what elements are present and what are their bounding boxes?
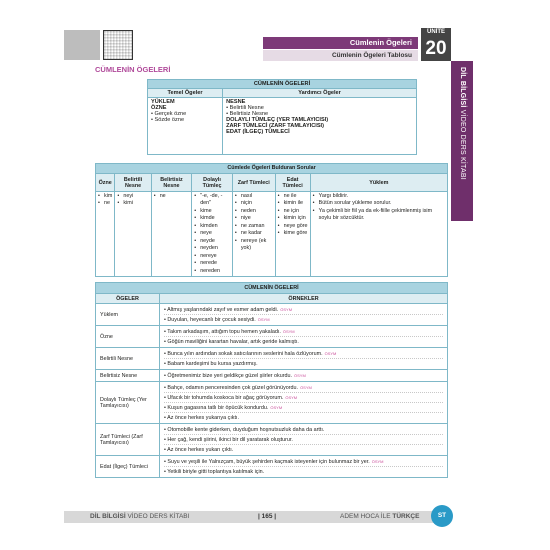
question-item: • kimin ile — [278, 200, 308, 207]
examples-cell — [160, 382, 448, 424]
question-cell — [232, 192, 275, 277]
examples-cell — [160, 424, 448, 456]
question-list — [278, 193, 308, 238]
example-text: Göğün maviliğini karartan havalar, artık geride kalmıştı. — [167, 338, 299, 345]
column-header: Özne — [96, 174, 115, 192]
example-text: Suyu ve yeşili ile Yalnızçam, büyük şehirden kaçmak isteyenler için bulunmaz bir yer. — [167, 458, 370, 465]
osym-tag: ÖSYM — [371, 458, 384, 464]
question-item: • kim — [98, 193, 112, 200]
brand-logo-icon: ST — [431, 505, 453, 527]
question-item: • kimde — [194, 215, 230, 222]
auxiliary-elements-cell — [223, 98, 417, 155]
examples-cell — [160, 304, 448, 326]
element-line: YÜKLEM — [151, 99, 175, 105]
osym-tag: ÖSYM — [280, 306, 293, 312]
column-header: Dolaylı Tümleç — [192, 174, 233, 192]
element-line: EDAT (İLGEÇ) TÜMLECİ — [226, 129, 290, 135]
table-row — [96, 304, 448, 326]
example-line: • Otomobille kente giderken, duyduğum hoşnutsuzluk daha da arttı. — [164, 425, 443, 435]
example-text: Öğretmenimiz bize yeri geldikçe güzel şiirler okurdu. — [167, 372, 293, 379]
table-row — [96, 424, 448, 456]
element-line: ZARF TÜMLECİ (ZARF TAMLAYICISI) — [226, 123, 324, 129]
side-book-title: DİL BİLGİSİ VİDEO DERS KİTABI — [459, 67, 466, 180]
element-name: Belirtili Nesne — [96, 348, 160, 370]
question-cell — [192, 192, 233, 277]
table-row — [96, 370, 448, 382]
question-item: • niye — [235, 215, 273, 222]
question-item: • Ya çekimli bir fiil ya da ek-fiille çekimlenmiş isim soylu bir sözcüktür. — [313, 208, 445, 223]
element-line: DOLAYLI TÜMLEÇ (YER TAMLAYICISI) — [226, 117, 329, 123]
question-item: • nereye (ek yok) — [235, 238, 273, 253]
example-text: Her çağ, kendi şiirini, ikinci bir dil yaratarak oluşturur. — [167, 436, 293, 443]
question-item: • ne ile — [278, 193, 308, 200]
page-number: | 165 | — [258, 513, 277, 520]
example-line: • Babam kardeşimi bu kursa yazdırmış. — [164, 360, 258, 367]
unit-label: ÜNİTE — [421, 28, 451, 37]
osym-tag: ÖSYM — [282, 328, 295, 334]
page-subtitle: Cümlenin Ögeleri Tablosu — [263, 50, 418, 61]
example-line: • Duyulan, heyecanlı bir çocuk sesiydi. ÖSYM — [164, 316, 270, 323]
examples-table — [95, 282, 448, 478]
question-item: • kimi — [117, 200, 148, 207]
footer-book-title: DİL BİLGİSİ VİDEO DERS KİTABI — [90, 513, 190, 520]
element-line: NESNE — [226, 99, 246, 105]
question-item: • Yargı bildirir. — [313, 193, 445, 200]
question-item: • ne — [98, 200, 112, 207]
osym-tag: ÖSYM — [270, 404, 283, 410]
column-header: Edat Tümleci — [275, 174, 310, 192]
question-cell — [275, 192, 310, 277]
example-line: • Öğretmenimiz bize yeri geldikçe güzel şiirler okurdu. ÖSYM — [164, 372, 306, 379]
osym-tag: ÖSYM — [324, 350, 337, 356]
example-line: • Her çağ, kendi şiirini, ikinci bir dil yaratarak oluşturur. — [164, 435, 443, 445]
table-row — [96, 382, 448, 424]
question-item: • kimin için — [278, 215, 308, 222]
column-header: Yüklem — [310, 174, 447, 192]
example-text: Bunca yılın ardından sokak satıcılarının seslerini hala özlüyorum. — [167, 350, 323, 357]
element-name: Edat (İlgeç) Tümleci — [96, 456, 160, 478]
table-title: Cümlede Ögeleri Bulduran Sorular — [96, 164, 448, 174]
examples-cell — [160, 326, 448, 348]
example-line: • Bunca yılın ardından sokak satıcılarının seslerini hala özlüyorum. ÖSYM — [164, 349, 443, 359]
question-item: • neyden — [194, 245, 230, 252]
question-list — [194, 193, 230, 275]
footer-brand: ADEM HOCA İLE TÜRKÇE — [340, 513, 420, 520]
column-header: Zarf Tümleci — [232, 174, 275, 192]
example-line: • Kuşun gagasına tatlı bir öpücük kondurdu. ÖSYM — [164, 403, 443, 413]
example-text: Altmış yaşlarındaki zayıf ve esmer adam geldi. — [167, 306, 279, 313]
osym-tag: ÖSYM — [257, 316, 270, 322]
question-cell — [96, 192, 115, 277]
element-line: ÖZNE — [151, 105, 167, 111]
question-item: • neyi — [117, 193, 148, 200]
column-header: ÖRNEKLER — [160, 294, 448, 304]
header-gray-block — [64, 30, 100, 60]
element-line: • Belirtili Nesne — [226, 105, 264, 111]
question-item: • Bütün sorular yükleme sorulur. — [313, 200, 445, 207]
table-row — [96, 456, 448, 478]
table-title: CÜMLENİN ÖGELERİ — [96, 283, 448, 294]
question-item: • nerede — [194, 260, 230, 267]
example-line: • Yetkili biriyle gitti toplantıya katılmak için. — [164, 468, 265, 475]
examples-cell — [160, 456, 448, 478]
element-line: • Belirtisiz Nesne — [226, 111, 269, 117]
example-text: Duyulan, heyecanlı bir çocuk sesiydi. — [167, 316, 256, 323]
example-line: • Ufacık bir tohumda koskoca bir ağaç görüyorum. ÖSYM — [164, 393, 443, 403]
column-header: Temel Ögeler — [148, 89, 223, 98]
example-text: Bahçe, odamın penceresinden çok güzel görünüyordu. — [167, 384, 299, 391]
example-line: • Bahçe, odamın penceresinden çok güzel görünüyordu. ÖSYM — [164, 383, 443, 393]
example-text: Yetkili biriyle gitti toplantıya katılmak için. — [167, 468, 265, 475]
table-title: CÜMLENİN ÖGELERİ — [148, 80, 417, 89]
element-name: Belirtisiz Nesne — [96, 370, 160, 382]
question-item: • neye göre — [278, 223, 308, 230]
question-list — [98, 193, 112, 208]
example-text: Takım arkadaşım, attığım topu hemen yakaladı. — [167, 328, 281, 335]
example-text: Kuşun gagasına tatlı bir öpücük kondurdu. — [167, 404, 269, 411]
question-item: • kimden — [194, 223, 230, 230]
example-line: • Takım arkadaşım, attığım topu hemen yakaladı. ÖSYM — [164, 327, 443, 337]
column-header: Belirtisiz Nesne — [151, 174, 192, 192]
basic-elements-cell — [148, 98, 223, 155]
example-line: • Suyu ve yeşili ile Yalnızçam, büyük şehirden kaçmak isteyenler için bulunmaz bir yer. ÖSYM — [164, 457, 443, 467]
example-text: Az önce herkes yukarıya çıktı. — [167, 414, 239, 421]
element-name: Dolaylı Tümleç (Yer Tamlayıcısı) — [96, 382, 160, 424]
unit-number: 20 — [421, 37, 451, 61]
question-list — [235, 193, 273, 253]
section-heading: CÜMLENİN ÖGELERİ — [95, 65, 171, 74]
examples-cell — [160, 370, 448, 382]
question-item: • kime göre — [278, 230, 308, 237]
question-item: • neden — [235, 208, 273, 215]
question-item: • neye — [194, 230, 230, 237]
questions-table — [95, 163, 448, 277]
question-item: • nereye — [194, 253, 230, 260]
example-text: Ufacık bir tohumda koskoca bir ağaç görüyorum. — [167, 394, 284, 401]
example-line: • Altmış yaşlarındaki zayıf ve esmer adam geldi. ÖSYM — [164, 305, 443, 315]
table-row — [96, 326, 448, 348]
question-item: • ne için — [278, 208, 308, 215]
example-line: • Az önce herkes yukarı çıktı. — [164, 446, 234, 453]
table-row — [96, 348, 448, 370]
example-text: Az önce herkes yukarı çıktı. — [167, 446, 234, 453]
question-list — [117, 193, 148, 208]
question-cell — [115, 192, 151, 277]
question-cell — [151, 192, 192, 277]
column-header: Yardımcı Ögeler — [223, 89, 417, 98]
question-item: • kime — [194, 208, 230, 215]
element-name: Özne — [96, 326, 160, 348]
example-text: Babam kardeşimi bu kursa yazdırmış. — [167, 360, 258, 367]
column-header: Belirtili Nesne — [115, 174, 151, 192]
question-item: • ne — [154, 193, 190, 200]
question-list — [154, 193, 190, 200]
question-item: • neyde — [194, 238, 230, 245]
osym-tag: ÖSYM — [300, 384, 312, 390]
column-header: ÖGELER — [96, 294, 160, 304]
question-item: • ne kadar — [235, 230, 273, 237]
question-cell — [310, 192, 447, 277]
question-item: • nasıl — [235, 193, 273, 200]
question-item: • ne zaman — [235, 223, 273, 230]
element-name: Zarf Tümleci (Zarf Tamlayıcısı) — [96, 424, 160, 456]
example-line: • Göğün maviliğini karartan havalar, artık geride kalmıştı. — [164, 338, 299, 345]
element-line: • Sözde özne — [151, 117, 185, 123]
examples-cell — [160, 348, 448, 370]
osym-tag: ÖSYM — [285, 394, 298, 400]
page-title: Cümlenin Ögeleri — [263, 37, 418, 49]
question-item: • niçin — [235, 200, 273, 207]
qr-code-id — [134, 30, 140, 60]
question-item: • nereden — [194, 268, 230, 275]
qr-code-icon[interactable] — [103, 30, 133, 60]
element-name: Yüklem — [96, 304, 160, 326]
example-line: • Az önce herkes yukarıya çıktı. — [164, 414, 239, 421]
question-list — [313, 193, 445, 223]
elements-overview-table — [147, 79, 417, 155]
example-text: Otomobille kente giderken, duyduğum hoşnutsuzluk daha da arttı. — [167, 426, 325, 433]
osym-tag: ÖSYM — [294, 372, 306, 378]
element-line: • Gerçek özne — [151, 111, 187, 117]
question-item: • "-e, -de, -den" — [194, 193, 230, 208]
